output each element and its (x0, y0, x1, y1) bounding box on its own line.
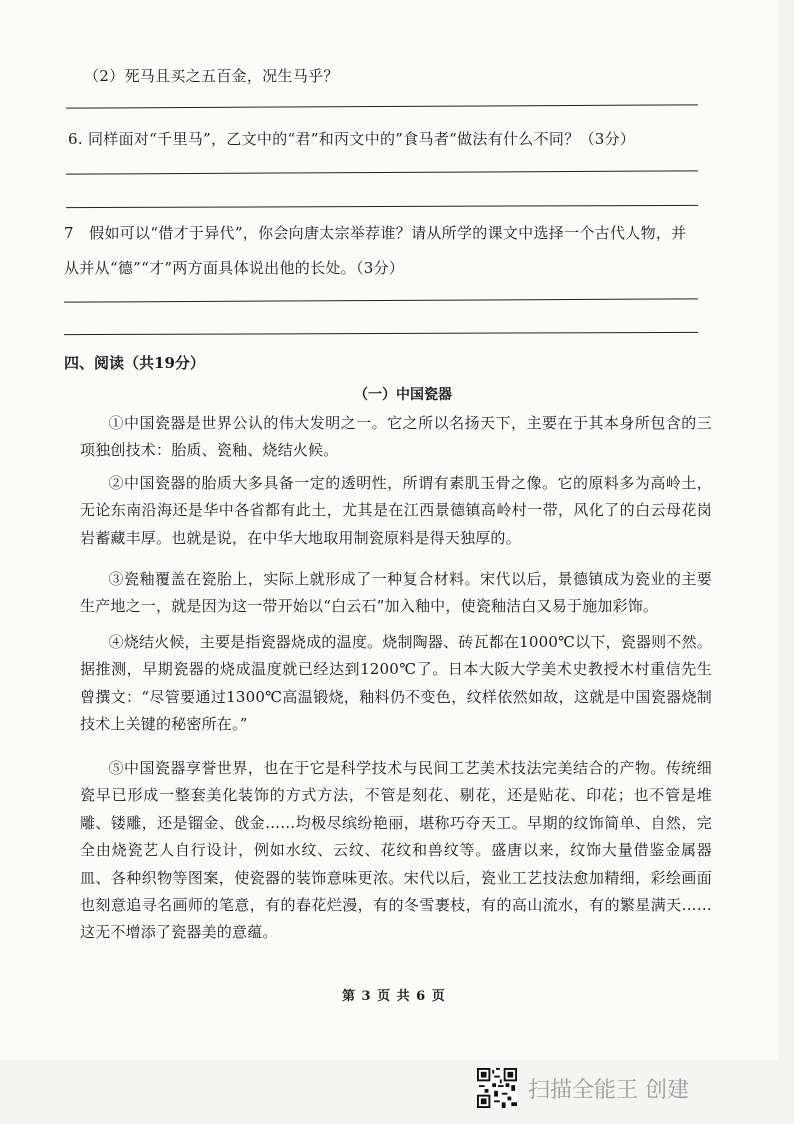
paragraph-4: ④烧结火候，主要是指瓷器烧成的温度。烧制陶器、砖瓦都在1000℃以下，瓷器则不然。据推测，早期瓷器的烧成温度就已经达到1200℃了。日本大阪大学美术史教授木村重信先生曾撰文：“尽管要通过1300℃高温锻烧，釉料仍不变色，纹样依然如故，这就是中国瓷器烧制技术上关键的秘密所在。” (80, 633, 712, 734)
answer-line (66, 205, 698, 208)
paragraph-2: ②中国瓷器的胎质大多具备一定的透明性，所谓有素肌玉骨之像。它的原料多为高岭土，无论东南沿海还是华中各省都有此土，尤其是在江西景德镇高岭村一带，风化了的白云母花岗岩蓄藏丰厚。也就是说，在中华大地取用制瓷原料是得天独厚的。 (80, 474, 712, 547)
question-6: 6. 同样面对“千里马”，乙文中的“君”和丙文中的”食马者“做法有什么不同？（3分） (68, 130, 636, 148)
answer-line (66, 104, 698, 108)
question-7-line-2: 从并从“德”“才”两方面具体说出他的长处。（3分） (64, 259, 405, 277)
answer-line (66, 170, 698, 174)
qr-code-icon (477, 1068, 517, 1108)
question-5-part-2: （2）死马且买之五百金，况生马乎？ (84, 67, 339, 85)
paragraph-5: ⑤中国瓷器享誉世界，也在于它是科学技术与民间工艺美术技法完美结合的产物。传统细瓷早已形成一整套美化装饰的方式方法，不管是刻花、剔花，还是贴花、印花；也不管是堆雕、镂雕，还是镏金、戗金……均极尽缤纷艳丽，堪称巧夺天工。早期的纹饰简单、自然，完全由烧瓷艺人自行设计，例如水纹、云纹、花纹和兽纹等。盛唐以来，纹饰大量借鉴金属器皿、各种织物等图案，使瓷器的装饰意味更浓。宋代以后，瓷业工艺技法愈加精细，彩绘画面也刻意追寻名画师的笔意，有的春花烂漫，有的冬雪裹枝，有的高山流水，有的繁星满天……这无不增添了瓷器美的意蕴。 (80, 759, 712, 942)
answer-line (64, 332, 698, 335)
paragraph-1: ①中国瓷器是世界公认的伟大发明之一。它之所以名扬天下，主要在于其本身所包含的三项独创技术：胎质、瓷釉、烧结火候。 (80, 414, 712, 460)
question-7-line-1: 7 假如可以“借才于异代”，你会向唐太宗举荐谁？请从所学的课文中选择一个古代人物，并 (64, 224, 687, 242)
section-heading: 四、阅读（共19分） (64, 354, 205, 372)
paragraph-3: ③瓷釉覆盖在瓷胎上，实际上就形成了一种复合材料。宋代以后，景德镇成为瓷业的主要生产地之一，就是因为这一带开始以“白云石”加入釉中，使瓷釉洁白又易于施加彩饰。 (80, 570, 712, 616)
scanner-watermark: 扫描全能王 创建 (528, 1078, 689, 1103)
article-title: （一）中国瓷器 (354, 387, 452, 403)
page-number: 第 3 页 共 6 页 (342, 989, 446, 1004)
answer-line (64, 298, 698, 302)
